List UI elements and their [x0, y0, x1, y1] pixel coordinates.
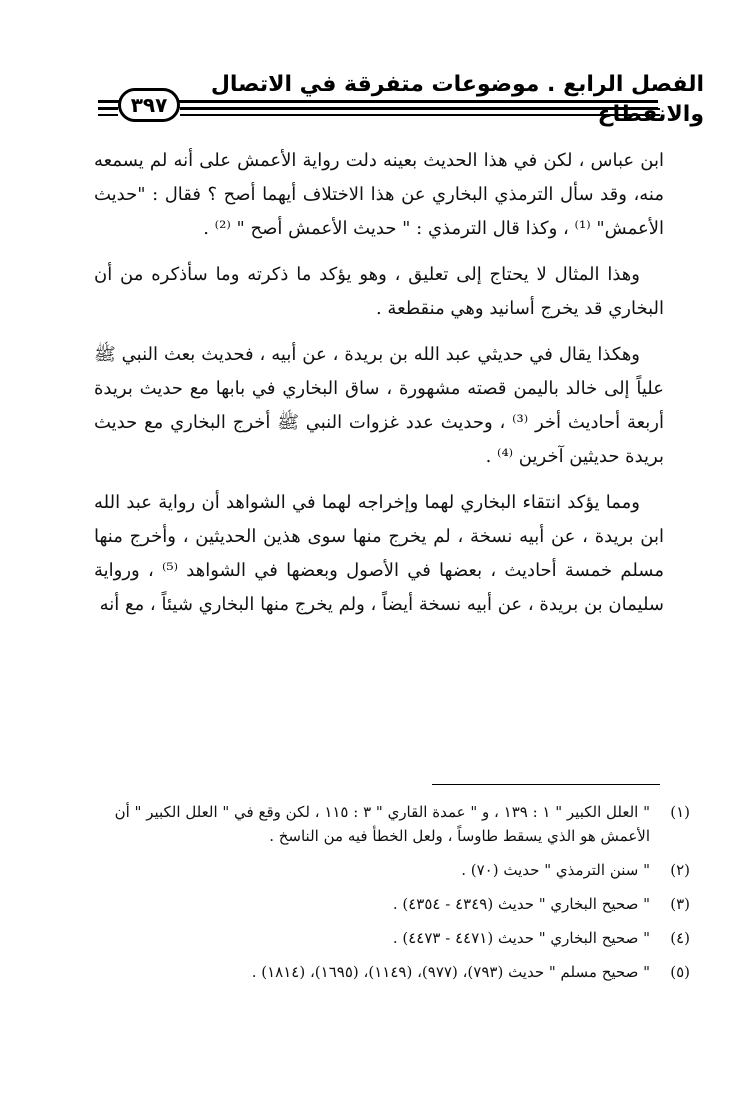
- paragraph: وهذا المثال لا يحتاج إلى تعليق ، وهو يؤكد ما ذكرته وما سأذكره من أن البخاري قد يخرج أسانيد وهي منقطعة .: [94, 264, 664, 319]
- footnote-text: " صحيح البخاري " حديث (٤٤٧١ - ٤٤٧٣) .: [392, 929, 650, 947]
- footnote-item: [90, 858, 690, 882]
- header-rule-lower: [180, 108, 660, 116]
- footnote-text: " العلل الكبير " ١ : ١٣٩ ، و " عمدة القاري " ٣ : ١١٥ ، لكن وقع في " العلل الكبير " أن الأعمش هو الذي يسقط طاوساً ، ولعل الخطأ فيه من الناسخ .: [114, 803, 650, 845]
- footnote-text: " صحيح البخاري " حديث (٤٣٤٩ - ٤٣٥٤) .: [392, 895, 650, 913]
- page-number: ٣٩٧: [118, 88, 180, 122]
- footnote-text: " سنن الترمذي " حديث (٧٠) .: [461, 861, 650, 879]
- paragraph: ومما يؤكد انتقاء البخاري لهما وإخراجه لهما في الشواهد أن رواية عبد الله ابن بريدة ، عن أبيه نسخة ، لم يخرج منها سوى هذين الحديثين ، وأخرج منها مسلم خمسة أحاديث ، بعضها في الأصول وبعضها في الشواهد ⁽⁵⁾ ، ورواية سليمان بن بريدة ، عن أبيه نسخة أيضاً ، ولم يخرج منها البخاري شيئاً ، مع أنه: [94, 492, 664, 615]
- footnote-number: (٥): [670, 963, 690, 981]
- footnote-item: [90, 800, 690, 848]
- footnote-item: [90, 892, 690, 916]
- footnote-number: (٣): [670, 895, 690, 913]
- paragraph: وهكذا يقال في حديثي عبد الله بن بريدة ، عن أبيه ، فحديث بعث النبي ﷺ علياً إلى خالد باليمن قصته مشهورة ، ساق البخاري في بابها مع حديث بريدة أربعة أحاديث أخر ⁽³⁾ ، وحديث عدد غزوات النبي ﷺ أخرج البخاري مع حديث بريدة حديثين آخرين ⁽⁴⁾ .: [94, 344, 664, 467]
- footnotes: [90, 800, 690, 994]
- footnote-number: (٤): [670, 929, 690, 947]
- paragraph: ابن عباس ، لكن في هذا الحديث بعينه دلت رواية الأعمش على أنه لم يسمعه منه، وقد سأل الترمذي البخاري عن هذا الاختلاف أيهما أصح ؟ فقال : "حديث الأعمش" ⁽¹⁾ ، وكذا قال الترمذي : " حديث الأعمش أصح " ⁽²⁾ .: [94, 150, 664, 239]
- chapter-title: الفصل الرابع . موضوعات متفرقة في الاتصال والانقطاع: [210, 72, 704, 127]
- header-rule-ornament: [98, 108, 118, 116]
- footnote-text: " صحيح مسلم " حديث (٧٩٣)، (٩٧٧)، (١١٤٩)، (١٦٩٥)، (١٨١٤) .: [251, 963, 650, 981]
- footnote-separator: [432, 784, 660, 785]
- main-text: [94, 144, 664, 634]
- footnote-number: (٢): [670, 861, 690, 879]
- footnote-item: [90, 926, 690, 950]
- footnote-item: [90, 960, 690, 984]
- header-rule: [98, 100, 658, 108]
- footnote-number: (١): [670, 803, 690, 821]
